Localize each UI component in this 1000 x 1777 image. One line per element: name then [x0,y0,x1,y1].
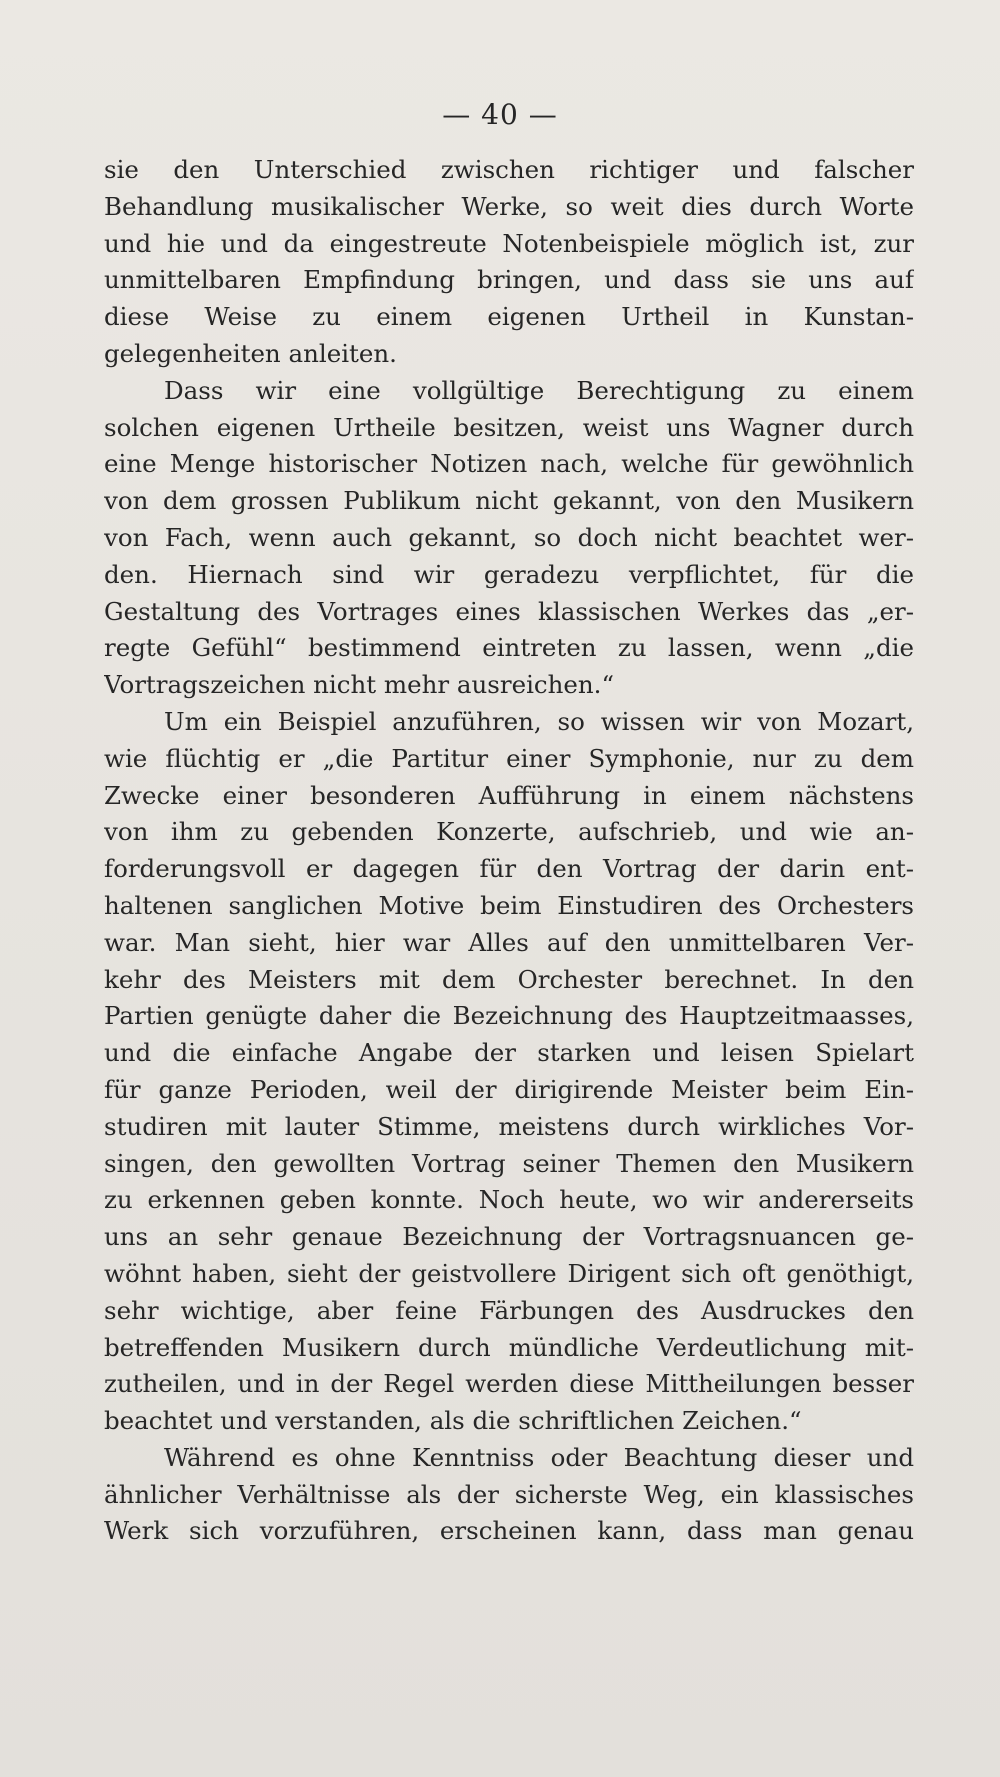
paragraph [104,704,914,1440]
text-line: und die einfache Angabe der starken und leisen Spielart [104,1038,914,1068]
text-line: solchen eigenen Urtheile besitzen, weist uns Wagner durch [104,412,914,442]
text-line: sie den Unterschied zwischen richtiger und falscher [104,155,914,184]
text-line: Um ein Beispiel anzuführen, so wissen wir von Mozart, [164,706,914,736]
text-line: Behandlung musikalischer Werke, so weit dies durch Worte [104,191,914,221]
text-line: Vortragszeichen nicht mehr ausreichen.“ [104,670,614,700]
text-line: Dass wir eine vollgültige Berechtigung zu einem [164,375,914,405]
text-line: eine Menge historischer Notizen nach, welche für gewöhnlich [104,449,914,479]
text-line: Während es ohne Kenntniss oder Beachtung dieser und [164,1442,914,1472]
text-line: kehr des Meisters mit dem Orchester berechnet. In den [104,964,914,994]
text-line: Zwecke einer besonderen Aufführung in einem nächstens [104,780,914,810]
text-line: diese Weise zu einem eigenen Urtheil in Kunstan- [104,302,914,332]
text-line: war. Man sieht, hier war Alles auf den unmittelbaren Ver- [104,927,914,957]
text-line: regte Gefühl“ bestimmend eintreten zu lassen, wenn „die [104,633,914,663]
paragraph [104,1440,914,1550]
text-line: wie flüchtig er „die Partitur einer Symphonie, nur zu dem [104,743,914,773]
paragraph [104,152,914,373]
text-line: betreffenden Musikern durch mündliche Verdeutlichung mit- [104,1332,914,1362]
text-line: zutheilen, und in der Regel werden diese Mittheilungen besser [104,1369,914,1399]
text-line: von Fach, wenn auch gekannt, so doch nicht beachtet wer- [104,522,914,552]
text-line: zu erkennen geben konnte. Noch heute, wo wir andererseits [104,1185,914,1215]
text-line: von ihm zu gebenden Konzerte, aufschrieb, und wie an- [104,817,914,847]
text-line: forderungsvoll er dagegen für den Vortrag der darin ent- [104,854,914,884]
text-line: Partien genügte daher die Bezeichnung des Hauptzeitmaasses, [104,1001,914,1031]
text-line: studiren mit lauter Stimme, meistens durch wirkliches Vor- [104,1111,914,1141]
text-line: uns an sehr genaue Bezeichnung der Vortragsnuancen ge- [104,1222,914,1252]
text-line: den. Hiernach sind wir geradezu verpflichtet, für die [104,559,914,589]
text-line: unmittelbaren Empfindung bringen, und dass sie uns auf [104,265,914,295]
text-line: haltenen sanglichen Motive beim Einstudiren des Orchesters [104,890,914,920]
text-line: Gestaltung des Vortrages eines klassischen Werkes das „er- [104,596,914,626]
text-line: gelegenheiten anleiten. [104,338,397,368]
text-line: singen, den gewollten Vortrag seiner Themen den Musikern [104,1148,914,1178]
paragraph [104,373,914,704]
text-line: und hie und da eingestreute Notenbeispiele möglich ist, zur [104,228,914,258]
text-line: beachtet und verstanden, als die schriftlichen Zeichen.“ [104,1406,802,1436]
text-line: ähnlicher Verhältnisse als der sicherste Weg, ein klassisches [104,1479,914,1509]
text-line: Werk sich vorzuführen, erscheinen kann, dass man genau [104,1516,914,1546]
text-line: von dem grossen Publikum nicht gekannt, von den Musikern [104,486,914,516]
text-line: für ganze Perioden, weil der dirigirende Meister beim Ein- [104,1074,914,1104]
text-line: sehr wichtige, aber feine Färbungen des Ausdruckes den [104,1295,914,1325]
page-number: — 40 — [442,98,558,131]
text-line: wöhnt haben, sieht der geistvollere Dirigent sich oft genöthigt, [104,1258,914,1288]
body-text [104,152,914,1550]
